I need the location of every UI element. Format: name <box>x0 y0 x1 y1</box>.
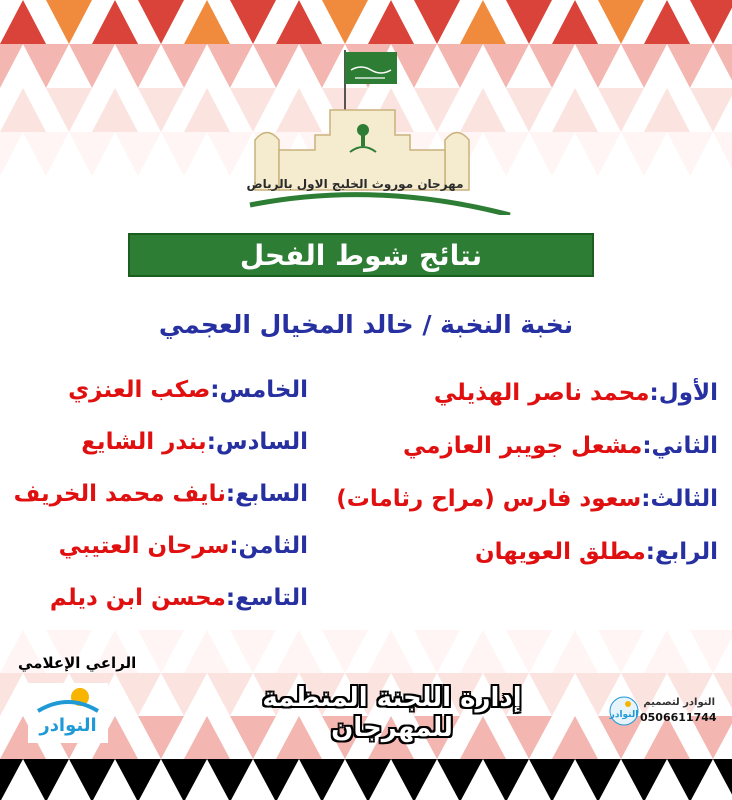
decorative-triangle <box>552 88 598 132</box>
designer-phone: 0506611744 <box>640 711 717 724</box>
result-entry <box>10 377 308 429</box>
decorative-triangle <box>529 44 575 88</box>
subtitle: نخبة النخبة / خالد المخيال العجمي <box>158 310 574 339</box>
decorative-triangle <box>276 0 322 44</box>
rank-label: الخامس <box>219 377 308 403</box>
decorative-triangle <box>276 630 322 673</box>
designer-logo <box>606 696 642 726</box>
decorative-triangle <box>0 132 23 175</box>
decorative-triangle <box>138 716 184 759</box>
decorative-triangle <box>184 630 230 673</box>
winner-name: بندر الشايع <box>81 429 207 455</box>
results-right-column <box>320 380 718 592</box>
decorative-triangle <box>115 132 161 175</box>
decorative-triangle <box>414 630 460 673</box>
separator: : <box>649 380 659 406</box>
decorative-triangle <box>506 0 552 44</box>
festival-logo <box>245 40 515 215</box>
decorative-triangle <box>69 132 115 175</box>
decorative-triangle <box>184 0 230 44</box>
winner-name: سعود فارس (مراح رثامات) <box>336 486 642 512</box>
decorative-triangle <box>138 0 184 44</box>
decorative-triangle <box>230 630 276 673</box>
title-banner <box>128 233 594 277</box>
winner-name: صكب العنزي <box>68 377 211 403</box>
separator: : <box>229 533 239 559</box>
decorative-triangle <box>368 630 414 673</box>
decorative-triangle <box>253 759 299 800</box>
decorative-triangle <box>598 0 644 44</box>
decorative-triangle <box>391 759 437 800</box>
decorative-triangle <box>115 44 161 88</box>
rank-label: الثامن <box>238 533 308 559</box>
rank-label: التاسع <box>235 585 308 611</box>
result-entry <box>10 481 308 533</box>
decorative-triangle <box>0 0 46 44</box>
results-left-column <box>10 377 308 637</box>
decorative-triangle <box>575 44 621 88</box>
decorative-triangle <box>69 44 115 88</box>
decorative-triangle <box>529 759 575 800</box>
decorative-triangle <box>345 759 391 800</box>
decorative-triangle <box>230 0 276 44</box>
separator: : <box>642 433 652 459</box>
decorative-triangle <box>713 673 732 716</box>
decorative-triangle <box>138 88 184 132</box>
decorative-triangle <box>437 759 483 800</box>
decorative-triangle <box>552 630 598 673</box>
designer-logo-text: النوادر <box>609 710 639 720</box>
winner-name: نايف محمد الخريف <box>13 481 226 507</box>
decorative-triangle <box>667 673 713 716</box>
decorative-triangle <box>575 132 621 175</box>
decorative-triangle <box>0 673 23 716</box>
result-entry <box>320 486 718 539</box>
decorative-triangle <box>322 0 368 44</box>
rank-label: الثاني <box>651 433 718 459</box>
decorative-triangle <box>644 88 690 132</box>
decorative-triangle <box>115 759 161 800</box>
decorative-triangle <box>621 44 667 88</box>
decorative-triangle <box>23 759 69 800</box>
separator: : <box>210 377 220 403</box>
decorative-triangle <box>46 88 92 132</box>
decorative-triangle <box>115 673 161 716</box>
decorative-triangle <box>713 132 732 175</box>
winner-name: محسن ابن ديلم <box>49 585 226 611</box>
decorative-triangle <box>713 44 732 88</box>
separator: : <box>645 539 655 565</box>
decorative-triangle <box>23 132 69 175</box>
separator: : <box>641 486 651 512</box>
decorative-triangle <box>598 88 644 132</box>
decorative-triangle <box>621 759 667 800</box>
separator: : <box>225 481 236 507</box>
decorative-triangle <box>46 0 92 44</box>
decorative-triangle <box>690 88 732 132</box>
decorative-triangle <box>138 630 184 673</box>
decorative-triangle <box>460 630 506 673</box>
decorative-triangle <box>575 759 621 800</box>
rank-label: الثالث <box>650 486 718 512</box>
result-entry <box>320 380 718 433</box>
rank-label: الأول <box>658 380 718 406</box>
separator: : <box>225 585 236 611</box>
page-title: نتائج شوط الفحل <box>239 238 483 272</box>
decorative-triangle <box>667 44 713 88</box>
decorative-triangle <box>667 132 713 175</box>
decorative-triangle <box>552 0 598 44</box>
decorative-triangle <box>161 673 207 716</box>
decorative-triangle <box>368 0 414 44</box>
result-entry <box>10 533 308 585</box>
decorative-triangle <box>161 132 207 175</box>
decorative-triangle <box>598 630 644 673</box>
decorative-triangle <box>644 630 690 673</box>
decorative-triangle <box>207 759 253 800</box>
decorative-triangle <box>92 0 138 44</box>
decorative-triangle <box>184 88 230 132</box>
decorative-triangle <box>414 0 460 44</box>
media-sponsor-label: الراعي الإعلامي <box>18 654 137 672</box>
decorative-triangle <box>667 759 713 800</box>
decorative-triangle <box>690 0 732 44</box>
decorative-triangle <box>0 44 23 88</box>
decorative-triangle <box>161 44 207 88</box>
result-entry <box>320 433 718 486</box>
designer-label: النوادر لتصميم <box>643 697 715 708</box>
separator: : <box>206 429 216 455</box>
rank-label: السادس <box>215 429 308 455</box>
decorative-triangle <box>713 759 732 800</box>
sponsor-logo <box>28 683 108 743</box>
festival-name-text: مهرجان موروث الخليج الاول بالرياض <box>246 177 464 191</box>
decorative-triangle <box>161 759 207 800</box>
decorative-triangle <box>506 630 552 673</box>
rank-label: الرابع <box>654 539 718 565</box>
decorative-triangle <box>0 759 23 800</box>
decorative-triangle <box>299 759 345 800</box>
decorative-triangle <box>529 132 575 175</box>
decorative-triangle <box>0 88 46 132</box>
organizer-text: إدارة اللجنة المنظمة للمهرجان <box>262 683 522 743</box>
winner-name: مطلق العويهان <box>474 539 646 565</box>
rank-label: السابع <box>235 481 308 507</box>
winner-name: محمد ناصر الهذيلي <box>433 380 650 406</box>
decorative-triangle <box>690 630 732 673</box>
decorative-triangle <box>483 759 529 800</box>
decorative-triangle <box>460 0 506 44</box>
winner-name: سرحان العتيبي <box>58 533 230 559</box>
result-entry <box>10 429 308 481</box>
decorative-triangle <box>644 0 690 44</box>
decorative-triangle <box>322 630 368 673</box>
winner-name: مشعل جويبر العازمي <box>402 433 643 459</box>
decorative-triangle <box>23 44 69 88</box>
decorative-triangle <box>69 759 115 800</box>
decorative-triangle <box>621 132 667 175</box>
decorative-triangle <box>92 88 138 132</box>
sponsor-logo-text: النوادر <box>39 715 97 736</box>
result-entry <box>320 539 718 592</box>
